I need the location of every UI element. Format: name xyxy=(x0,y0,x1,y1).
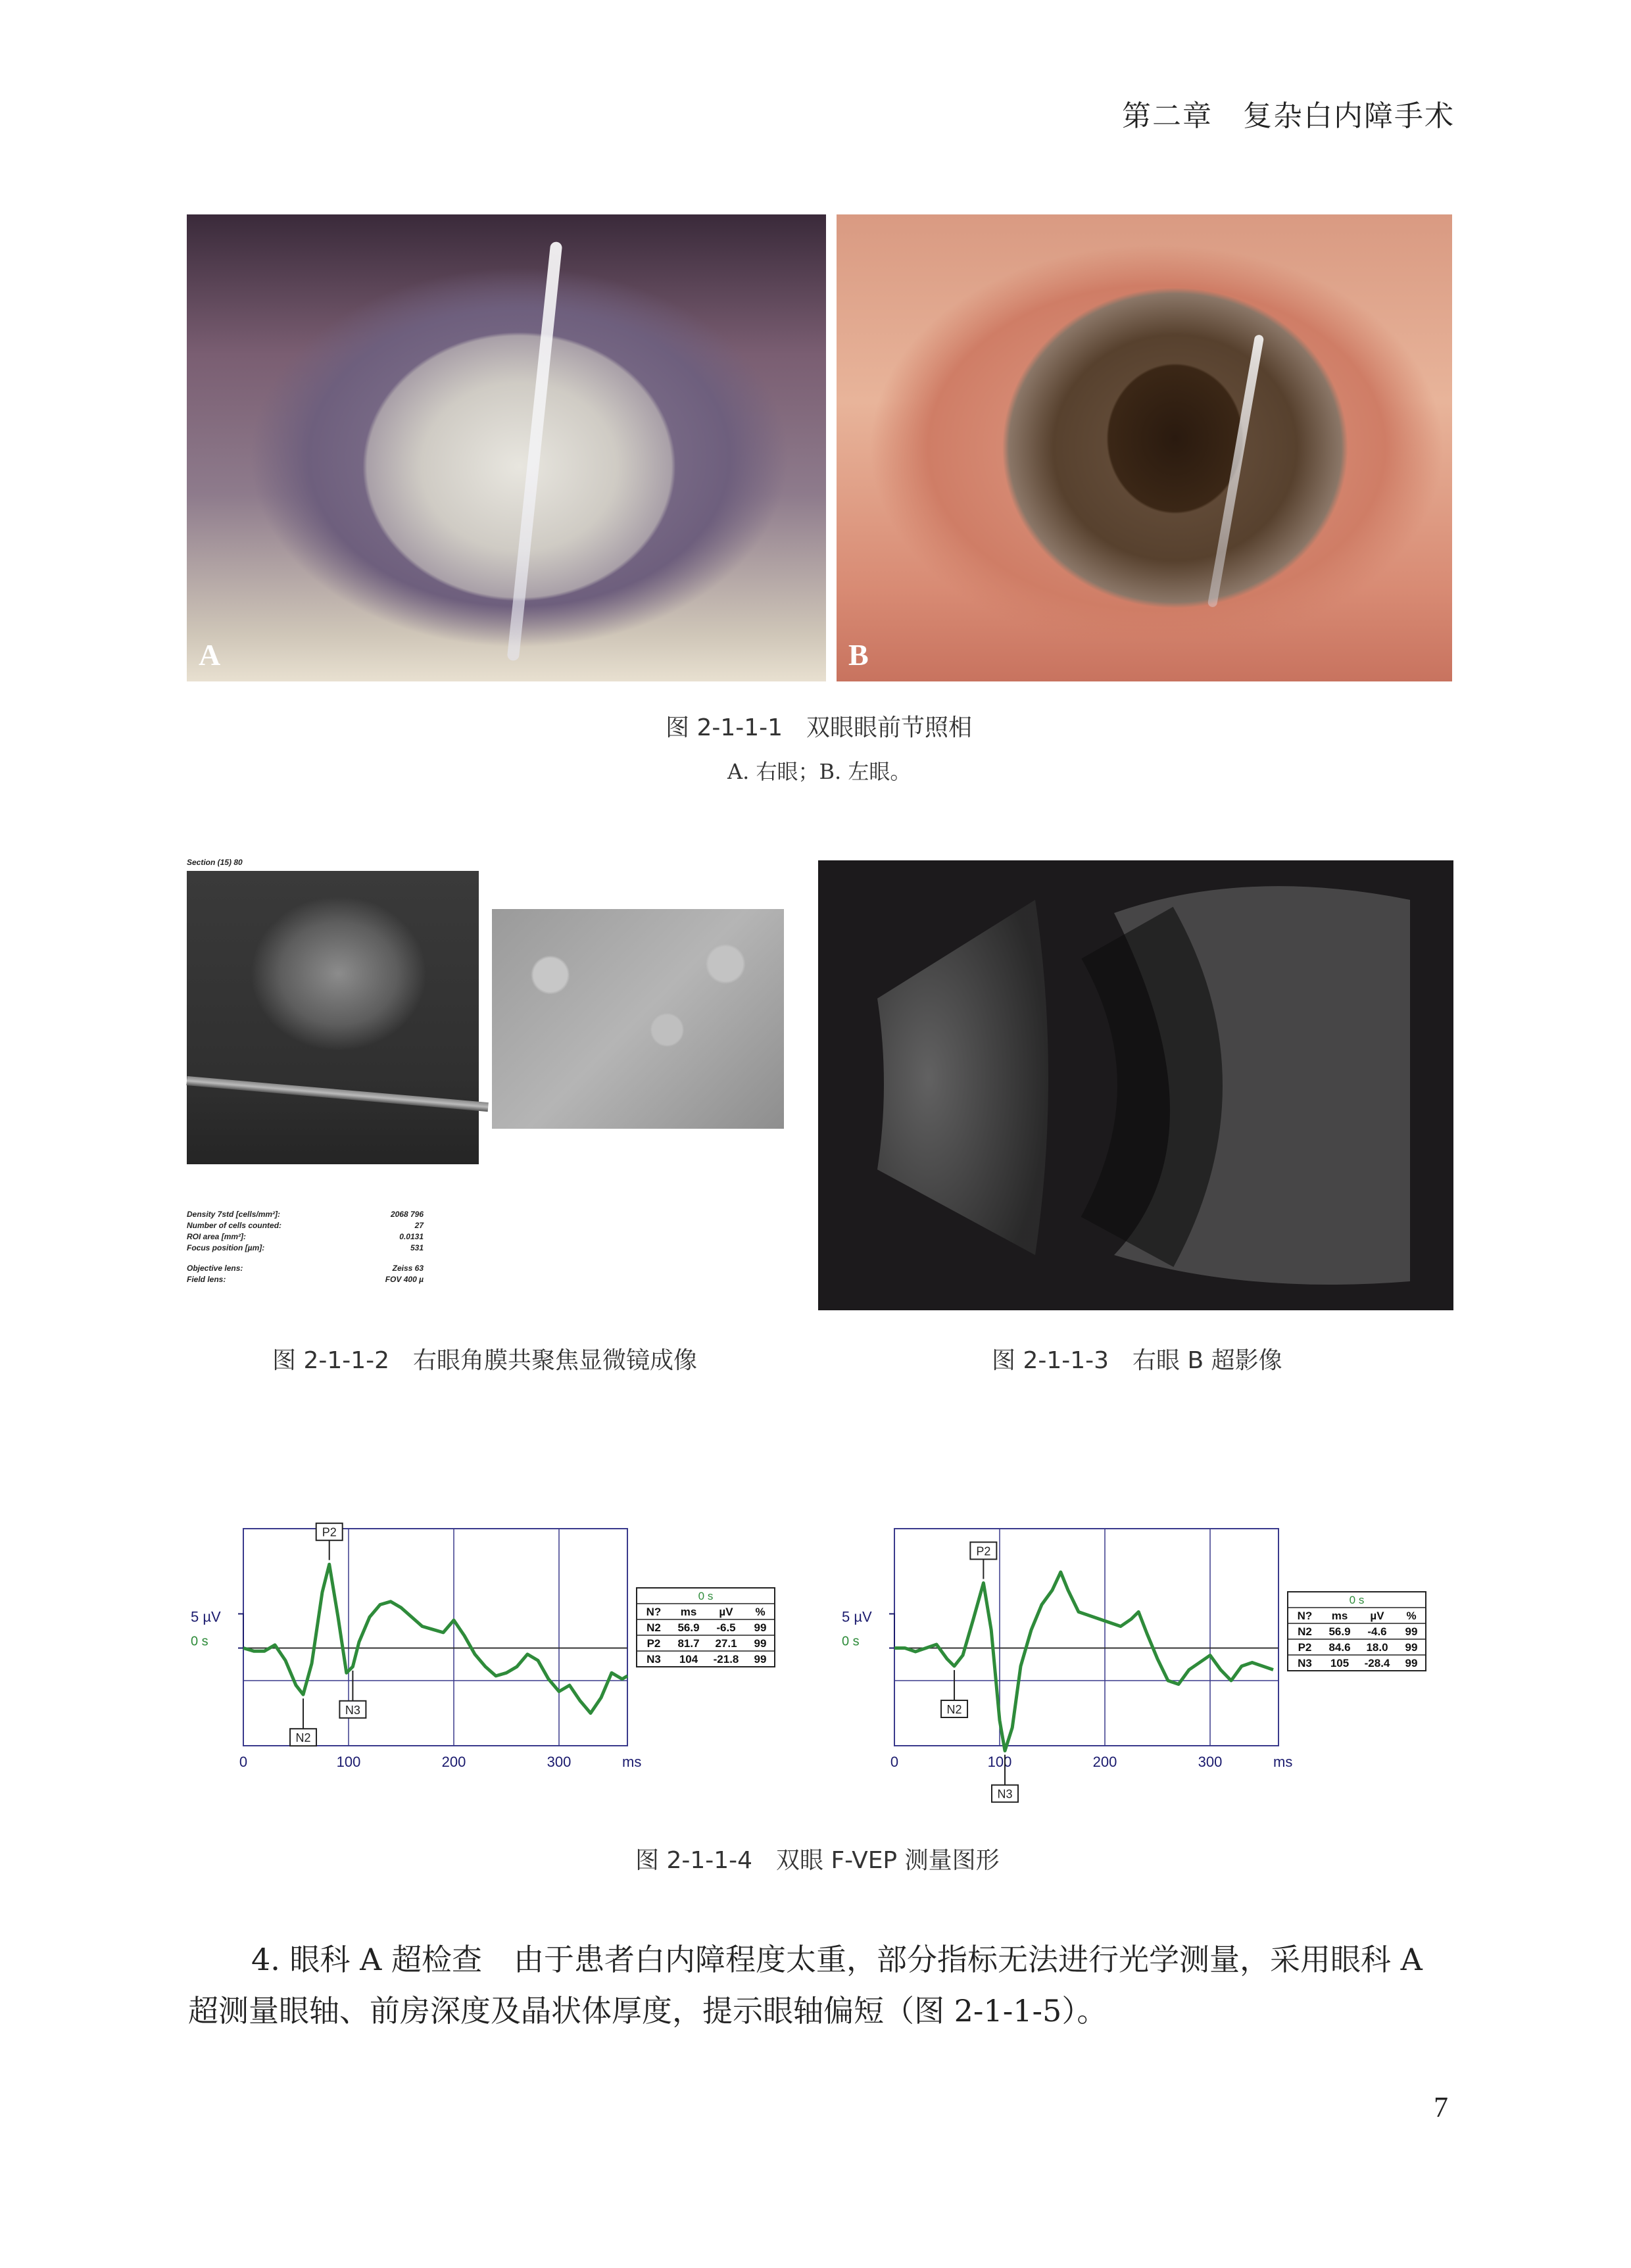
table-header: ms xyxy=(1331,1610,1348,1622)
x-tick-label: 200 xyxy=(441,1754,466,1770)
table-cell: -4.6 xyxy=(1367,1625,1387,1638)
table-cell: 56.9 xyxy=(1328,1625,1351,1638)
panel-label-b: B xyxy=(848,638,869,672)
vep-chart-left xyxy=(822,1447,1453,1801)
table-cell: P2 xyxy=(1298,1641,1312,1654)
table-header: ms xyxy=(680,1606,697,1618)
fold-line xyxy=(186,1076,488,1112)
scale-label: 5 µV xyxy=(842,1608,872,1625)
table-cell: N2 xyxy=(646,1621,661,1634)
scale-bracket xyxy=(889,1614,894,1648)
marker-label: P2 xyxy=(976,1544,991,1558)
table-cell: P2 xyxy=(646,1637,661,1650)
series-line xyxy=(894,1572,1273,1751)
table-cell: -6.5 xyxy=(716,1621,736,1634)
table-cell: 99 xyxy=(754,1637,767,1650)
table-cell: 18.0 xyxy=(1366,1641,1388,1654)
running-header: 第二章 复杂白内障手术 xyxy=(1122,99,1455,133)
table-cell: 99 xyxy=(1405,1657,1418,1669)
table-cell: 99 xyxy=(1405,1641,1418,1654)
light-reflex xyxy=(1207,334,1265,608)
marker-label: N3 xyxy=(345,1703,360,1717)
photo-right-eye xyxy=(187,214,826,681)
confocal-image-main xyxy=(187,871,479,1164)
x-tick-label: 200 xyxy=(1092,1754,1117,1770)
zero-label: 0 s xyxy=(842,1634,860,1649)
figure1-subcaption: A. 右眼；B. 左眼。 xyxy=(727,759,912,784)
table-cell: N2 xyxy=(1298,1625,1312,1638)
series-line xyxy=(243,1564,627,1713)
table-header: N? xyxy=(646,1606,662,1618)
table-header: µV xyxy=(1370,1610,1384,1622)
marker-label: N3 xyxy=(997,1787,1013,1801)
figure3-caption: 图 2-1-1-3 右眼 B 超影像 xyxy=(992,1347,1282,1374)
b-scan-echo xyxy=(818,860,1453,1310)
x-tick-label: 300 xyxy=(1198,1754,1223,1770)
photo-left-eye xyxy=(837,214,1452,681)
plot-frame xyxy=(243,1529,627,1746)
section-label: Section (15) 80 xyxy=(187,858,243,867)
zero-label: 0 s xyxy=(191,1634,208,1649)
table-cell: 99 xyxy=(754,1621,767,1634)
marker-label: N2 xyxy=(946,1703,962,1716)
table-cell: 104 xyxy=(679,1653,698,1665)
confocal-image-zoom xyxy=(492,909,784,1129)
b-scan-image xyxy=(818,860,1453,1310)
paragraph-heading: 4. 眼科 A 超检查 xyxy=(251,1942,482,1977)
table-header: µV xyxy=(719,1606,733,1618)
table-title: 0 s xyxy=(698,1590,714,1602)
table-cell: 99 xyxy=(754,1653,767,1665)
table-cell: 84.6 xyxy=(1328,1641,1351,1654)
table-cell: 105 xyxy=(1330,1657,1350,1669)
x-tick-label: 0 xyxy=(239,1754,248,1770)
table-cell: 56.9 xyxy=(677,1621,700,1634)
table-cell: N3 xyxy=(646,1653,661,1665)
figure4-caption: 图 2-1-1-4 双眼 F-VEP 测量图形 xyxy=(635,1847,1000,1874)
table-cell: 81.7 xyxy=(677,1637,700,1650)
paragraph-text: 由于患者白内障程度太重，部分指标无法进行光学测量，采用眼科 A 超测量眼轴、前房深度及晶状体厚度，提示眼轴偏短（图 2-1-1-5）。 xyxy=(188,1942,1423,2029)
marker-label: N2 xyxy=(295,1731,311,1745)
vep-chart-right xyxy=(171,1414,802,1789)
x-tick-label: 0 xyxy=(890,1754,899,1770)
confocal-metadata: Density 7std [cells/mm²]: 2068 796 Number of cells counted: 27 ROI area [mm²]: 0.0131 Focus position [µm]: 531 Objective lens: Zeiss 63 Field lens: FOV 400 µ xyxy=(187,1210,424,1284)
table-cell: N3 xyxy=(1298,1657,1312,1669)
x-tick-label: 100 xyxy=(336,1754,361,1770)
marker-label: P2 xyxy=(322,1525,337,1539)
table-cell: 99 xyxy=(1405,1625,1418,1638)
figure1-caption: 图 2-1-1-1 双眼眼前节照相 xyxy=(666,714,973,741)
table-cell: 27.1 xyxy=(715,1637,737,1650)
page-number: 7 xyxy=(1434,2091,1448,2123)
x-tick-label: 300 xyxy=(547,1754,572,1770)
figure2-caption: 图 2-1-1-2 右眼角膜共聚焦显微镜成像 xyxy=(272,1347,698,1374)
table-header: N? xyxy=(1297,1610,1313,1622)
light-reflex xyxy=(507,241,563,661)
table-cell: -28.4 xyxy=(1364,1657,1390,1669)
scale-bracket xyxy=(238,1614,243,1648)
table-header: % xyxy=(1406,1610,1417,1622)
panel-label-a: A xyxy=(199,638,221,672)
body-paragraph xyxy=(188,1934,1449,2036)
x-unit-label: ms xyxy=(622,1754,642,1770)
table-header: % xyxy=(755,1606,766,1618)
table-cell: -21.8 xyxy=(713,1653,739,1665)
table-title: 0 s xyxy=(1349,1594,1365,1606)
x-tick-label: 100 xyxy=(987,1754,1012,1770)
x-unit-label: ms xyxy=(1273,1754,1293,1770)
scale-label: 5 µV xyxy=(191,1608,221,1625)
